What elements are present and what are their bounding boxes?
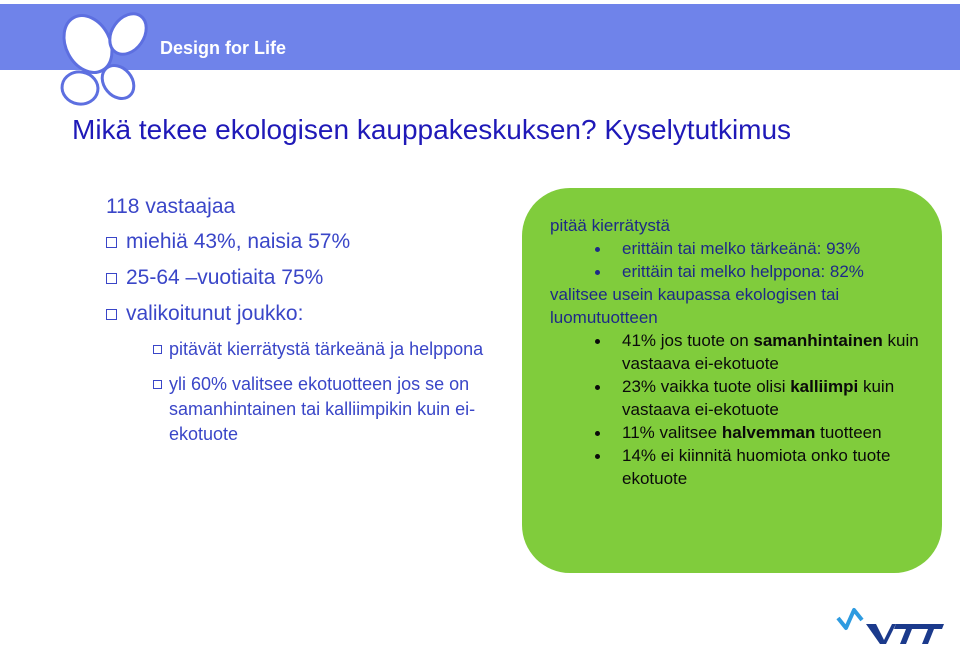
vtt-logo-icon — [836, 598, 946, 646]
dot-bullet-icon — [595, 385, 600, 390]
slide-title — [72, 114, 791, 146]
list-item: miehiä 43%, naisia 57% — [106, 229, 526, 255]
square-bullet-icon — [106, 309, 117, 320]
dot-bullet-icon — [595, 454, 600, 459]
respondent-count: 118 vastaajaa — [106, 195, 236, 218]
results-content — [550, 214, 930, 490]
header-title: Design for Life — [160, 38, 287, 58]
list-item: 23% vaikka tuote olisi kalliimpi kuin vastaava ei-ekotuote — [550, 375, 930, 421]
list-item: 11% valitsee halvemman tuotteen — [550, 421, 930, 444]
results-heading: valitsee usein kaupassa ekologisen tai luomutuotteen — [550, 285, 840, 327]
list-item: erittäin tai melko tärkeänä: 93% — [550, 237, 930, 260]
list-item: erittäin tai melko helppona: 82% — [550, 260, 930, 283]
dot-bullet-icon — [595, 270, 600, 275]
results-box — [522, 188, 942, 573]
results-heading: pitää kierrätystä — [550, 216, 670, 235]
square-bullet-icon — [153, 380, 162, 389]
left-bullet-list — [106, 195, 526, 457]
list-item: valikoitunut joukko: — [106, 301, 526, 327]
dot-bullet-icon — [595, 339, 600, 344]
dot-bullet-icon — [595, 431, 600, 436]
square-bullet-icon — [106, 273, 117, 284]
design-for-life-flower-icon — [40, 0, 170, 118]
sub-list-item: pitävät kierrätystä tärkeänä ja helppona — [153, 337, 526, 362]
dot-bullet-icon — [595, 247, 600, 252]
slide-title-main: Mikä tekee ekologisen kauppakeskuksen? — [72, 114, 597, 145]
square-bullet-icon — [106, 237, 117, 248]
list-item: 25-64 –vuotiaita 75% — [106, 265, 526, 291]
sub-list-item: yli 60% valitsee ekotuotteen jos se on samanhintainen tai kalliimpikin kuin ei-ekotuote — [153, 372, 526, 447]
slide-title-sub: Kyselytutkimus — [596, 114, 792, 145]
square-bullet-icon — [153, 345, 162, 354]
list-item: 41% jos tuote on samanhintainen kuin vastaava ei-ekotuote — [550, 329, 930, 375]
list-item: 14% ei kiinnitä huomiota onko tuote ekotuote — [550, 444, 930, 490]
